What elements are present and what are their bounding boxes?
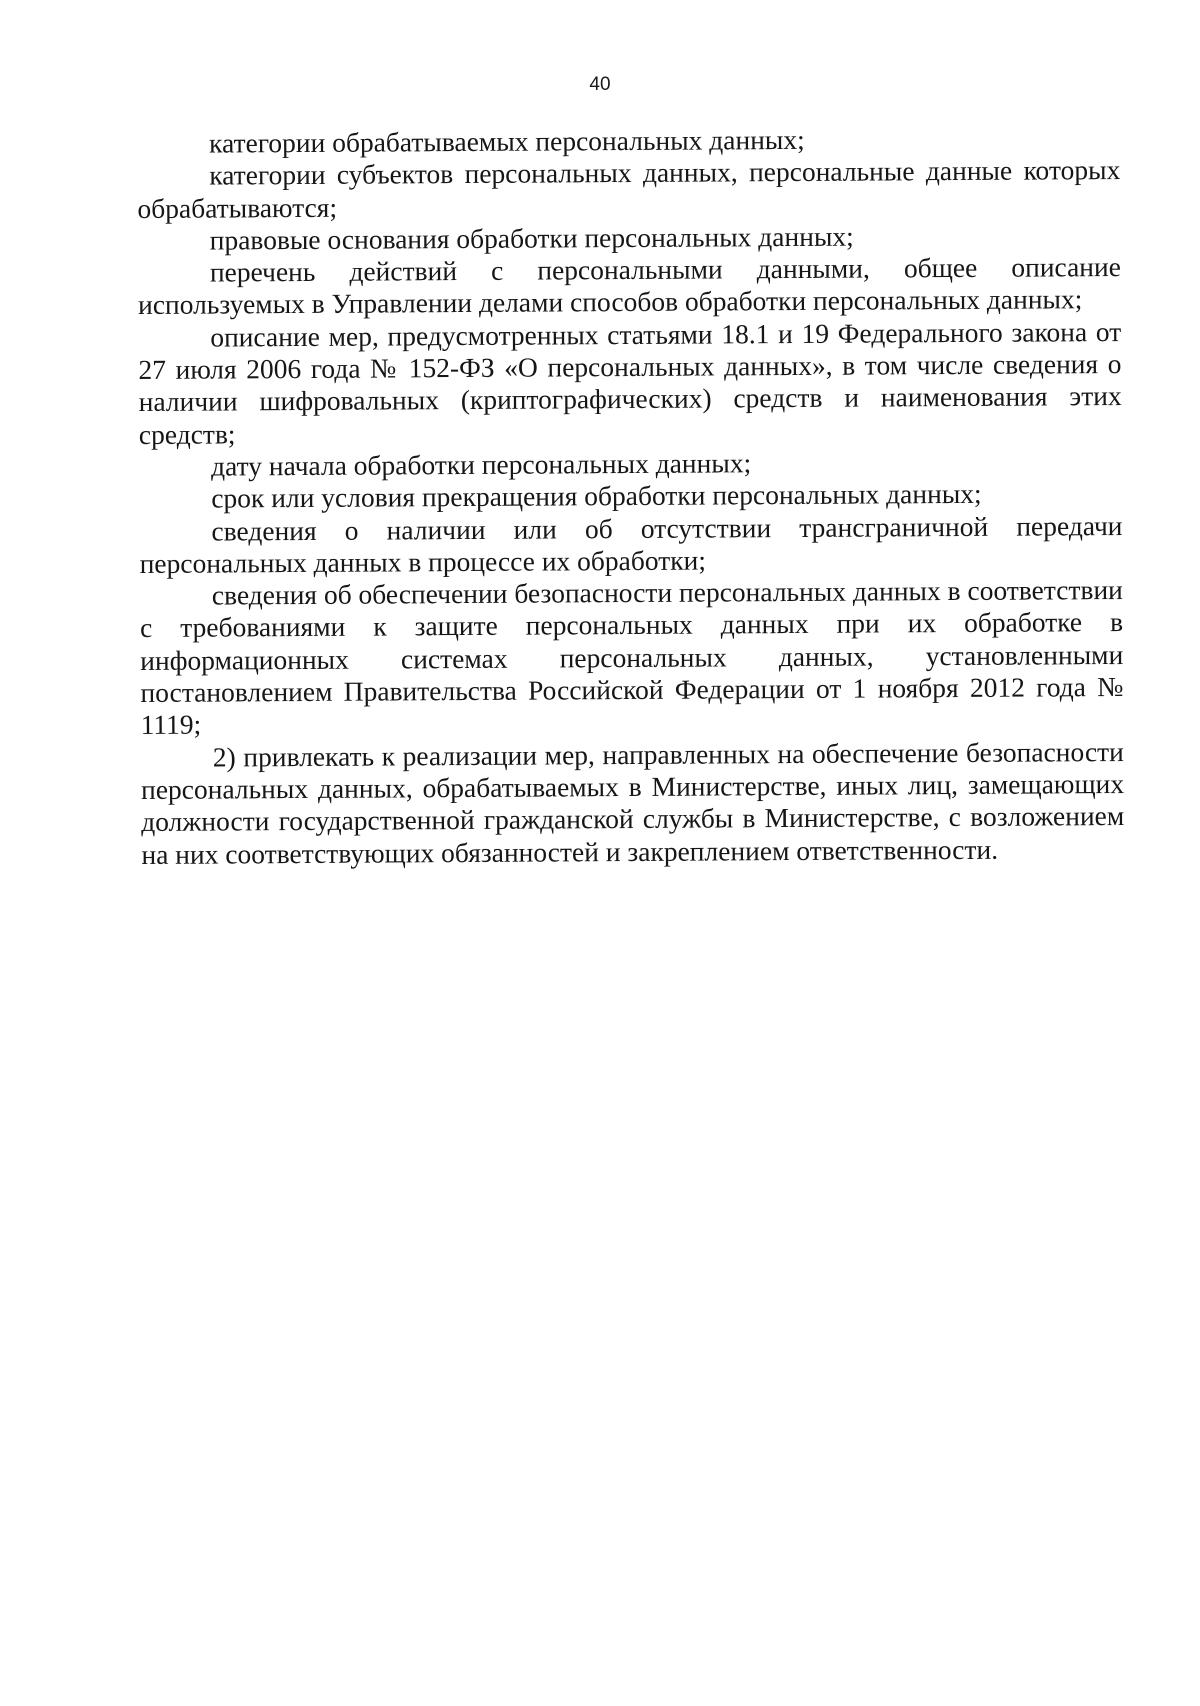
paragraph: перечень действий с персональными данными, общее описание используемых в Управлении делами способов обработки персональных данных; <box>137 251 1121 321</box>
document-body <box>137 122 1125 871</box>
page-number: 40 <box>589 74 611 95</box>
paragraph: дату начала обработки персональных данных; <box>210 447 752 482</box>
paragraph: сведения об обеспечении безопасности персональных данных в соответствии с требованиями к защите персональных данных при их обработке в информационных системах персональных данных, установленными постановлением Правительства Российской Федерации от 1 ноября 2012 года № 1119; <box>139 574 1124 741</box>
paragraph: описание мер, предусмотренных статьями 18.1 и 19 Федерального закона от 27 июля 2006 года № 152-ФЗ «О персональных данных», в том числе сведения о наличии шифровальных (криптографических) средств и наименования этих средств; <box>138 315 1122 450</box>
paragraph: 2) привлекать к реализации мер, направленных на обеспечение безопасности персональных данных, обрабатываемых в Министерстве, иных лиц, замещающих должности государственной гражданской службы в Министерстве, с возложением на них соответствующих обязанностей и закреплением ответственности. <box>140 735 1125 870</box>
paragraph: категории субъектов персональных данных, персональные данные которых обрабатываются; <box>137 154 1121 224</box>
paragraph: срок или условия прекращения обработки персональных данных; <box>211 478 982 514</box>
paragraph: сведения о наличии или об отсутствии трансграничной передачи персональных данных в процессе их обработки; <box>139 509 1123 579</box>
paragraph: категории обрабатываемых персональных данных; <box>208 123 805 159</box>
paragraph: правовые основания обработки персональных данных; <box>209 220 854 256</box>
